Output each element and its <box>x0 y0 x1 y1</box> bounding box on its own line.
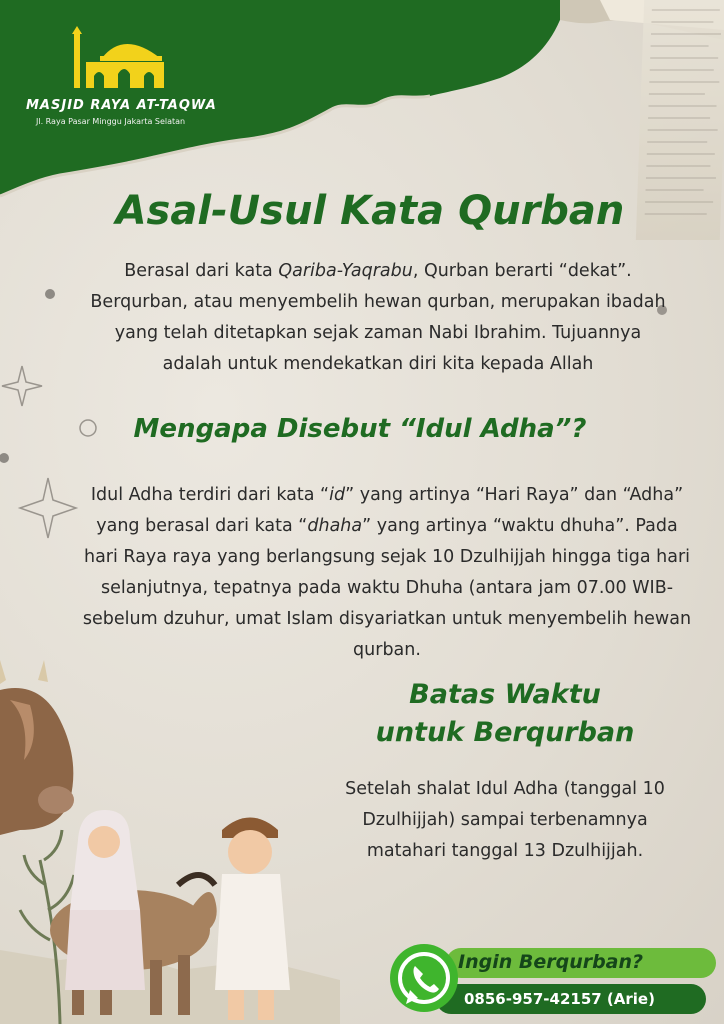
sparkle-icon <box>20 478 76 538</box>
cta-title: Ingin Berqurban? <box>458 951 644 973</box>
section2-paragraph: Idul Adha terdiri dari kata “id” yang artinya “Hari Raya” dan “Adha” yang berasal dari kata “dhaha” yang artinya “waktu dhuha”. Pada hari Raya raya yang berlangsung sejak 10 Dzulhijjah hingga tiga hari selanjutnya, tepatnya pada waktu Dhuha (antara jam 07.00 WIB- sebelum dzuhur, umat Islam disyariatkan untuk menyembelih hewan qurban. <box>82 485 692 660</box>
section3-paragraph: Setelah shalat Idul Adha (tanggal 10 Dzulhijjah) sampai terbenamnya matahari tanggal 13 Dzulhijjah. <box>345 779 665 861</box>
mosque-logo-icon <box>72 26 168 90</box>
section3-title-line1: Batas Waktu <box>409 679 601 710</box>
sparkle-icon <box>2 366 42 406</box>
section1-title: Asal-Usul Kata Qurban <box>115 188 625 234</box>
org-name: MASJID RAYA AT-TAQWA <box>26 98 217 113</box>
cta-phone[interactable]: 0856-957-42157 (Arie) <box>464 990 655 1008</box>
girl-illustration <box>65 810 145 990</box>
illustration-area <box>0 660 340 1024</box>
circle-dot-icon <box>45 289 55 299</box>
boy-illustration <box>215 818 290 1021</box>
section1-paragraph: Berasal dari kata Qariba-Yaqrabu, Qurban berarti “dekat”. Berqurban, atau menyembelih hewan qurban, merupakan ibadah yang telah ditetapkan sejak zaman Nabi Ibrahim. Tujuannya adalah untuk mendekatkan diri kita kepada Allah <box>90 261 666 374</box>
circle-dot-icon <box>0 453 9 463</box>
whatsapp-phone-icon[interactable] <box>388 942 460 1014</box>
italic-term: Qariba-Yaqrabu <box>278 261 413 281</box>
section3-title-line2: untuk Berqurban <box>375 717 635 748</box>
cow-illustration <box>0 660 74 835</box>
section3-title <box>360 676 650 752</box>
cta-box[interactable] <box>386 940 724 1024</box>
org-address: Jl. Raya Pasar Minggu Jakarta Selatan <box>36 117 186 126</box>
circle-dot-icon <box>80 420 96 436</box>
section2-title: Mengapa Disebut “Idul Adha”? <box>133 414 587 444</box>
